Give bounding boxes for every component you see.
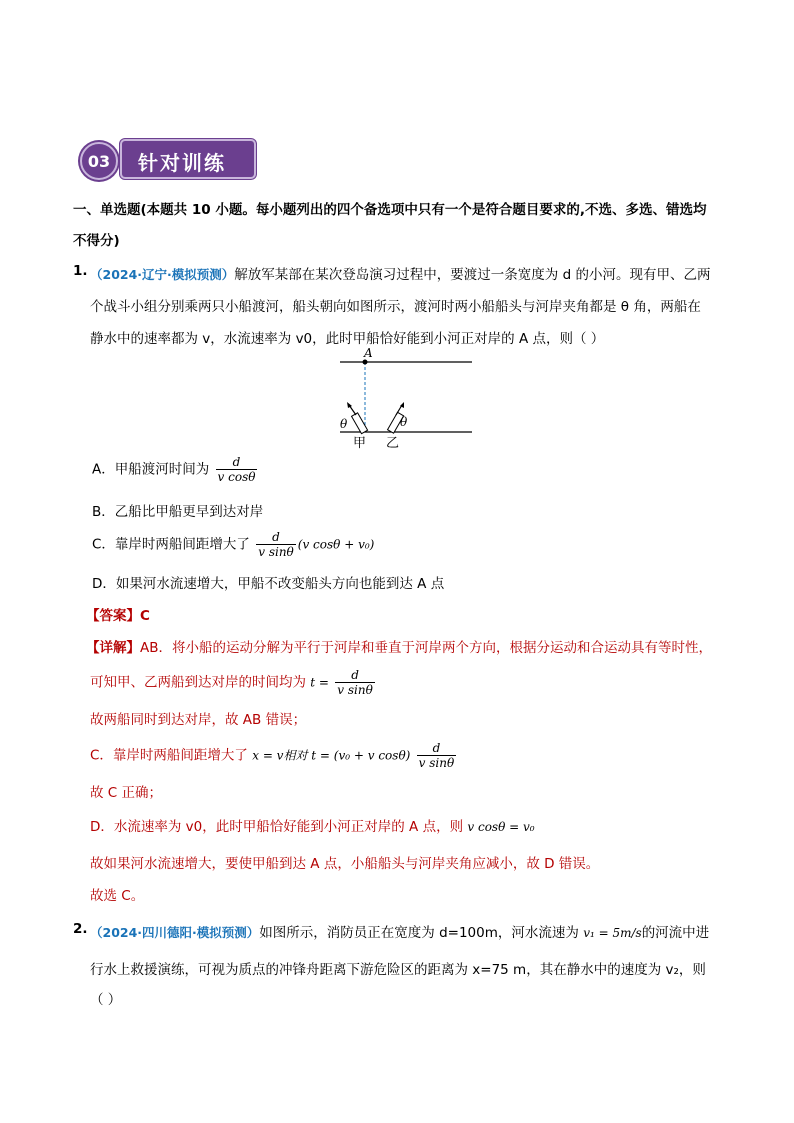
q1-option-c-fraction (256, 530, 296, 559)
q1-option-a-fraction (216, 455, 258, 484)
frac-den: v cosθ (217, 470, 256, 484)
frac-num: d (232, 455, 241, 469)
q1-option-c-tail: (v cosθ + v₀) (297, 537, 375, 552)
q2-line1 (90, 921, 709, 941)
q1-option-d: D．如果河水流速增大，甲船不改变船头方向也能到达 A 点 (92, 576, 445, 592)
detail-eq-t: t = (310, 675, 329, 690)
q1-line1 (90, 263, 710, 283)
q2-text3: （ ） (90, 992, 122, 1008)
detail-text2: 可知甲、乙两船到达对岸的时间均为 (90, 674, 306, 691)
q1-source: （2024·辽宁·模拟预测） (90, 267, 235, 282)
q1-answer (86, 604, 150, 624)
section-number-badge: 03 (80, 142, 118, 180)
label-point-a: A (364, 346, 373, 360)
section-intro-line2: 不得分) (73, 233, 120, 249)
section-intro-line1: 一、单选题(本题共 10 小题。每小题列出的四个备选项中只有一个是符合题目要求的,不选、多选、错选均 (73, 202, 707, 218)
detail-fraction-t (335, 668, 375, 697)
q1-detail-line3: 故两船同时到达对岸，故 AB 错误； (90, 712, 307, 728)
detail-label: 【详解】 (86, 640, 140, 656)
q1-detail-line7: 故如果河水流速增大，要使甲船到达 A 点，小船船头与河岸夹角应减小，故 D 错误。 (90, 856, 600, 872)
q1-option-a-text: A．甲船渡河时间为 (92, 461, 210, 478)
q2-text1: 如图所示，消防员正在宽度为 d=100m，河水流速为 (259, 925, 579, 941)
detail-fraction-x (417, 741, 457, 770)
label-jia: 甲 (353, 436, 367, 451)
section-header-title: 针对训练 (138, 151, 226, 175)
q1-river-figure (330, 343, 480, 453)
detail-text6: D．水流速率为 v0，此时甲船恰好能到小河正对岸的 A 点，则 (90, 819, 464, 835)
q1-text3: 静水中的速率都为 v，水流速率为 v0，此时甲船恰好能到小河正对岸的 A 点，则（ ） (90, 331, 605, 347)
q2-text2: 行水上救援演练，可视为质点的冲锋舟距离下游危险区的距离为 x=75 m，其在静水中的速度为 v₂，则 (90, 962, 706, 978)
q1-option-c-text: C．靠岸时两船间距增大了 (92, 536, 250, 553)
q1-detail-line2 (90, 668, 377, 697)
q2-text1-tail: 的河流中进 (641, 925, 710, 941)
frac-num: d (351, 668, 359, 682)
q1-detail-line6 (90, 815, 535, 835)
point-a-dot (363, 360, 368, 365)
answer-value: C (140, 608, 150, 624)
detail-text1: AB．将小船的运动分解为平行于河岸和垂直于河岸两个方向，根据分运动和合运动具有等时性， (140, 640, 712, 656)
detail-eq-x: x = v相对 t = (v₀ + v cosθ) (252, 748, 411, 763)
detail-text4: C．靠岸时两船间距增大了 (90, 747, 248, 764)
label-angle-right: θ (400, 415, 408, 429)
frac-num: d (272, 530, 280, 544)
q1-detail-line5: 故 C 正确； (90, 785, 163, 801)
detail-eq-v: v cosθ = v₀ (467, 820, 535, 834)
q1-detail-line1 (86, 636, 712, 656)
frac-num: d (432, 741, 441, 755)
q1-text2: 个战斗小组分别乘两只小船渡河，船头朝向如图所示，渡河时两小船船头与河岸夹角都是 θ 角，两船在 (90, 299, 701, 315)
q2-number: 2. (73, 921, 88, 937)
q1-option-c (92, 530, 374, 559)
frac-den: v sinθ (337, 683, 373, 697)
q1-text1: 解放军某部在某次登岛演习过程中，要渡过一条宽度为 d 的小河。现有甲、乙两 (234, 267, 711, 283)
q1-option-b: B．乙船比甲船更早到达对岸 (92, 504, 264, 520)
answer-label: 【答案】 (86, 608, 140, 624)
frac-den: v sinθ (258, 545, 294, 559)
q1-detail-line4 (90, 741, 458, 770)
q1-option-a (92, 455, 259, 484)
q2-source: （2024·四川德阳·模拟预测） (90, 925, 260, 940)
q2-eq-v1: v₁ = 5m/s (583, 926, 642, 940)
q1-number: 1. (73, 263, 88, 279)
label-yi: 乙 (386, 436, 400, 451)
frac-den: v sinθ (418, 756, 455, 770)
q1-detail-line8: 故选 C。 (90, 888, 145, 904)
label-angle-left: θ (340, 417, 348, 431)
